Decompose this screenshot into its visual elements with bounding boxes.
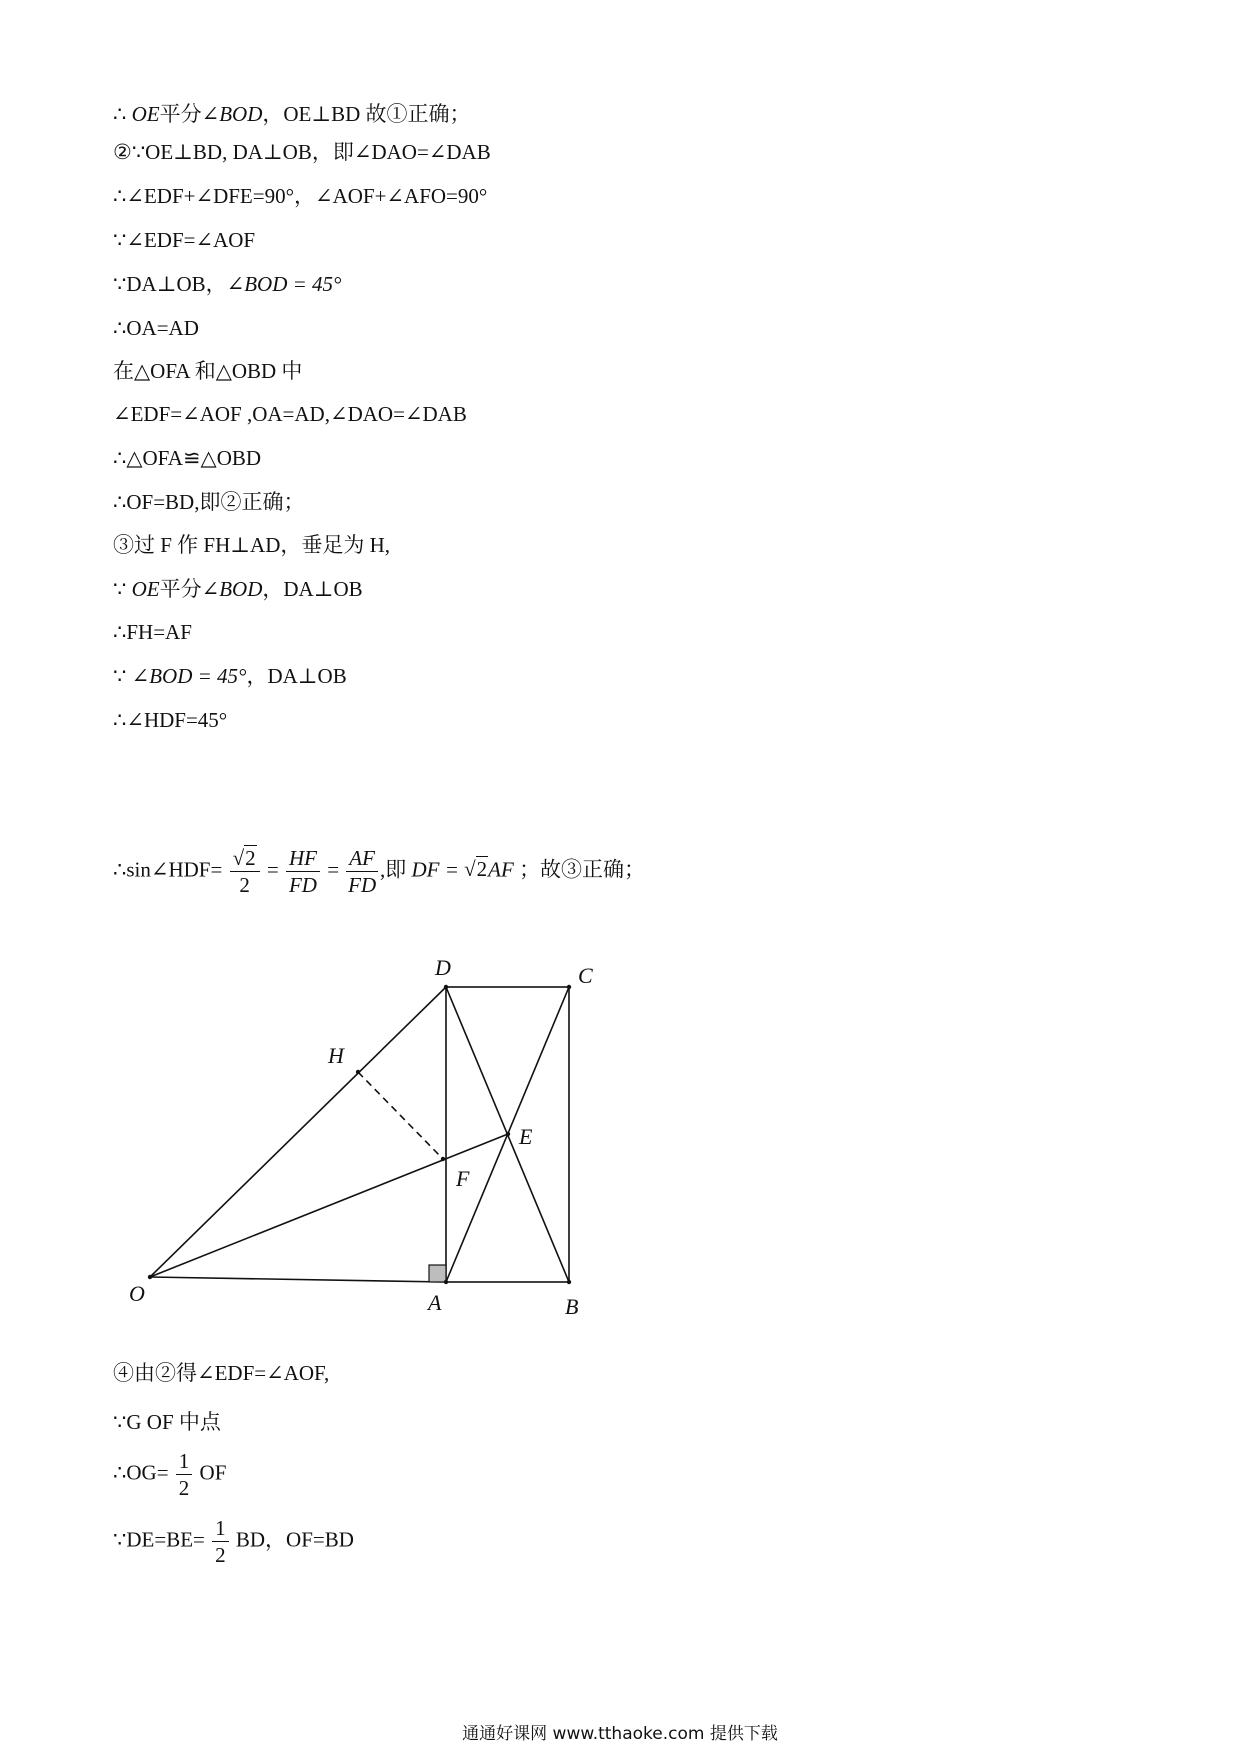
text: ；故③正确； [519,857,646,882]
text: 平分 [159,577,202,601]
sqrt-radicand: 2 [476,857,488,882]
line-17: ④由②得∠EDF=∠AOF, [113,1361,330,1385]
line-15: ∴∠HDF=45° [113,708,228,732]
line-4: ∵∠EDF=∠AOF [113,228,256,252]
math-angle: ∠BOD = 45° [131,664,247,688]
denominator: 2 [215,1543,226,1567]
numerator: 1 [176,1448,193,1475]
math-oe: OE [131,102,160,126]
fraction-sqrt2-over-2: $\frac{√2}{2}$ [230,845,260,898]
math-angle: ∠BOD = 45° [226,272,342,296]
sqrt-2: √2 [464,857,488,882]
segment-od [150,987,446,1277]
line-13: ∴FH=AF [113,620,192,644]
text: ∵DA⊥OB， [113,272,227,296]
denominator: FD [288,873,317,897]
text: ，DA⊥OB [246,664,347,688]
label-e: E [519,1124,533,1149]
numerator: HF [286,845,320,872]
label-a: A [428,1290,442,1315]
text: ，OE⊥BD 故①正确； [262,102,471,126]
text: ∴sin∠HDF= [113,857,223,882]
line-18: ∵G OF 中点 [113,1410,221,1434]
math-angle: ∠BOD [201,102,263,126]
because-symbol: ∵ [113,664,127,688]
segment-ob [150,1277,446,1282]
line-7: 在△OFA 和△OBD 中 [113,359,303,383]
line-9: ∴△OFA≌△OBD [113,446,262,470]
line-19 [113,1448,226,1501]
right-angle-marker [429,1265,446,1282]
line-11: ③过 F 作 FH⊥AD，垂足为 H, [113,533,391,557]
text: OF [199,1460,227,1485]
fraction-one-half [176,1448,193,1501]
math-af: AF [488,857,514,882]
line-3: ∴∠EDF+∠DFE=90°，∠AOF+∠AFO=90° [113,184,488,208]
line-6: ∴OA=AD [113,316,199,340]
label-b: B [565,1294,579,1319]
page-footer: 通通好课网 www.tthaoke.com 提供下载 [462,1724,778,1744]
label-f: F [456,1166,470,1191]
line-20 [113,1515,354,1568]
equals: = [266,857,279,882]
text: ∴OG= [113,1460,169,1485]
label-h: H [328,1043,344,1068]
denominator: 2 [178,1476,190,1500]
label-o: O [129,1281,145,1306]
label-c: C [578,963,593,988]
denominator: FD [348,873,377,897]
segment-oe [150,1134,508,1277]
text: BD，OF=BD [235,1527,354,1552]
numerator: 1 [212,1515,229,1542]
equals: = [327,857,340,882]
line-2: ②∵OE⊥BD, DA⊥OB，即∠DAO=∠DAB [113,140,491,164]
sqrt-radicand: 2 [245,846,256,870]
because-symbol: ∵ [113,577,127,601]
text: ∵DE=BE= [113,1527,205,1552]
math-df: DF = [411,857,459,882]
text: ,即 [379,857,407,882]
numerator: AF [346,845,378,872]
math-oe: OE [131,577,160,601]
text: 平分 [159,102,202,126]
line-10: ∴OF=BD,即②正确； [113,490,305,514]
dashed-segment-hf [358,1072,443,1159]
line-8: ∠EDF=∠AOF ,OA=AD,∠DAO=∠DAB [113,402,467,426]
therefore-symbol: ∴ [113,102,127,126]
text: ，DA⊥OB [262,577,363,601]
label-d: D [435,955,451,980]
math-angle: ∠BOD [201,577,263,601]
fraction-one-half [212,1515,229,1568]
denominator: 2 [239,873,250,897]
